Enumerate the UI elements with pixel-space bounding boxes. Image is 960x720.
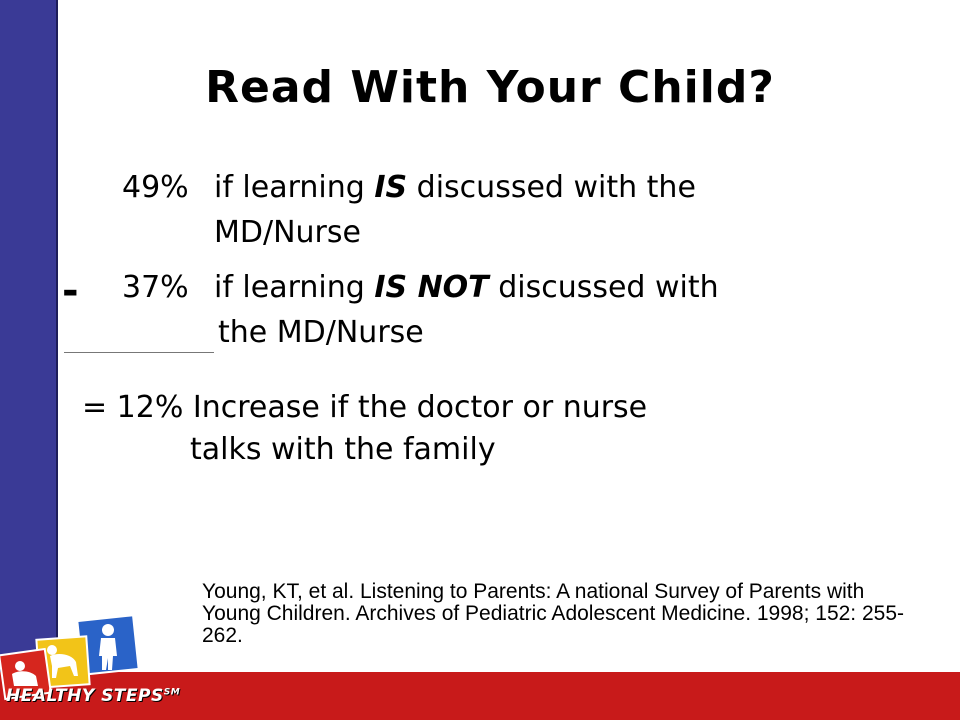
row-emphasis: IS xyxy=(374,170,408,205)
percentage-not-discussed: 37% xyxy=(122,270,189,305)
citation: Young, KT, et al. Listening to Parents: A national Survey of Parents with Young Children. Archives of Pediatric Adolescent Medicine. 1998; 152: 255-262. xyxy=(202,580,905,647)
row-text-pre: if learning xyxy=(214,270,375,305)
healthy-steps-wordmark xyxy=(6,686,180,706)
subtraction-rule xyxy=(64,352,214,353)
row-discussed-line1 xyxy=(214,170,696,205)
logo-text: HEALTHY STEPS xyxy=(6,686,164,706)
percentage-discussed: 49% xyxy=(122,170,189,205)
row-text-pre: if learning xyxy=(214,170,375,205)
row-text-post: discussed with xyxy=(488,270,719,305)
minus-sign: - xyxy=(62,268,79,314)
row-not-discussed-line2: the MD/Nurse xyxy=(218,315,424,350)
row-discussed-line2: MD/Nurse xyxy=(214,215,361,250)
slide-title: Read With Your Child? xyxy=(205,62,775,113)
row-text-post: discussed with the xyxy=(407,170,696,205)
service-mark: SM xyxy=(163,687,181,698)
row-emphasis: IS NOT xyxy=(374,270,489,305)
result-line2: talks with the family xyxy=(190,432,496,467)
result-line1: = 12% Increase if the doctor or nurse xyxy=(82,390,648,425)
row-not-discussed-line1 xyxy=(214,270,719,305)
